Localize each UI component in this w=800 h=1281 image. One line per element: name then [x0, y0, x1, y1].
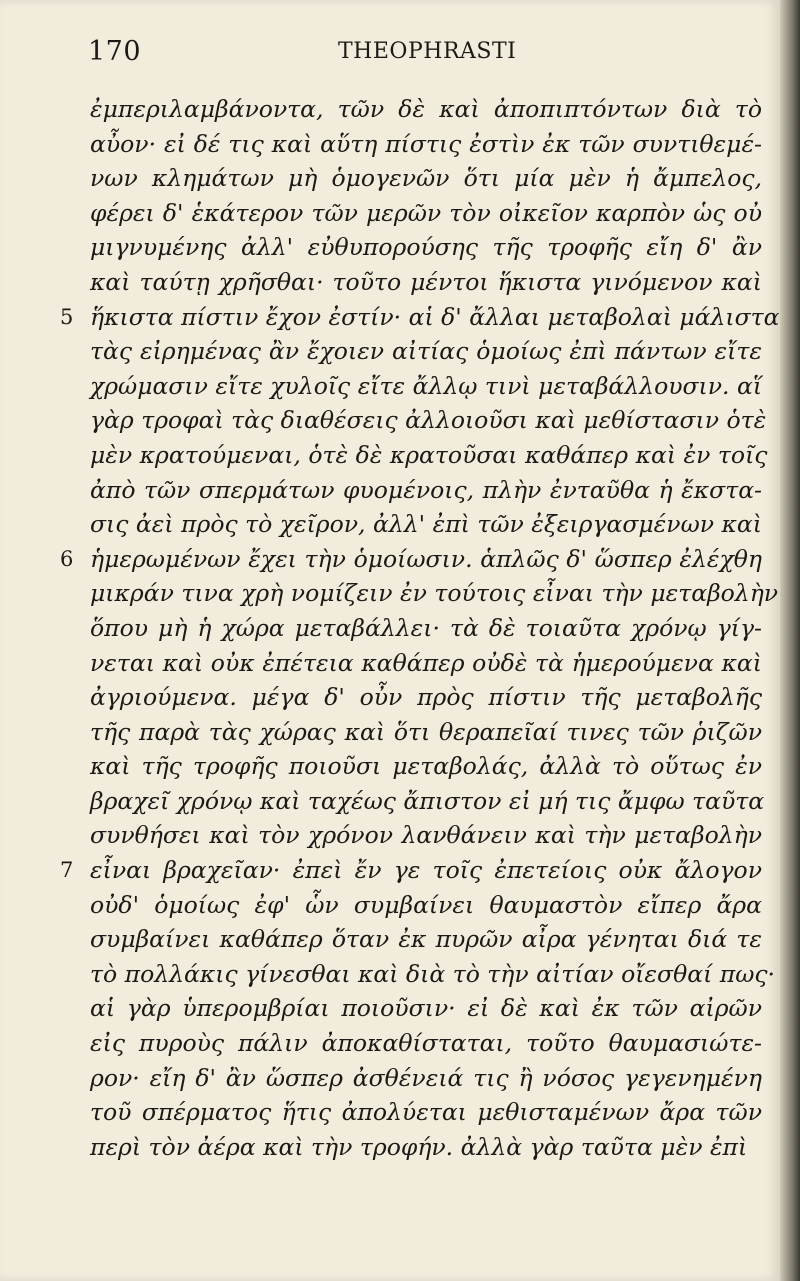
text-line: [90, 1026, 762, 1061]
text-line: [90, 369, 762, 404]
text-line: [60, 300, 780, 335]
text-line: [90, 403, 767, 438]
text-line: [90, 611, 762, 646]
text-line: [90, 196, 762, 231]
page-edge-shadow: [780, 0, 800, 1281]
section-number: 6: [60, 546, 74, 571]
text-line: [90, 922, 762, 957]
line-text: γὰρ τροφαὶ τὰς διαθέσεις ἀλλοιοῦσι καὶ μεθίστασιν ὁτὲ: [90, 406, 767, 435]
text-line: [90, 1095, 762, 1130]
text-line: [90, 1130, 762, 1165]
line-text: νων κλημάτων μὴ ὁμογενῶν ὅτι μία μὲν ἡ ἄμπελος,: [90, 164, 762, 193]
text-line: [90, 127, 762, 162]
line-text: καὶ τῆς τροφῆς ποιοῦσι μεταβολάς, ἀλλὰ τὸ οὕτως ἐν: [90, 752, 762, 781]
text-line: [90, 784, 765, 819]
text-line: [90, 715, 762, 750]
line-text: ἐμπεριλαμβάνοντα, τῶν δὲ καὶ ἀποπιπτόντων διὰ τὸ: [90, 95, 762, 123]
line-text: εἶναι βραχεῖαν· ἐπεὶ ἔν γε τοῖς ἐπετείοις οὐκ ἄλογον: [90, 856, 762, 885]
line-text: οὐδ' ὁμοίως ἐφ' ὧν συμβαίνει θαυμαστὸν εἴπερ ἄρα: [90, 890, 762, 919]
text-line: [90, 888, 762, 923]
line-text: τὸ πολλάκις γίνεσθαι καὶ διὰ τὸ τὴν αἰτίαν οἴεσθαί πως·: [90, 959, 776, 988]
running-head: THEOPHRASTI: [338, 39, 517, 64]
line-text: χρώμασιν εἴτε χυλοῖς εἴτε ἄλλῳ τινὶ μεταβάλλουσιν. αἵ: [90, 371, 763, 400]
line-text: μικράν τινα χρὴ νομίζειν ἐν τούτοις εἶναι τὴν μεταβολὴν: [90, 579, 779, 608]
line-text: ἀγριούμενα. μέγα δ' οὖν πρὸς πίστιν τῆς μεταβολῆς: [90, 683, 762, 712]
line-text: ἀπὸ τῶν σπερμάτων φυομένοις, πλὴν ἐνταῦθα ἡ ἔκστα-: [90, 475, 762, 504]
line-text: βραχεῖ χρόνῳ καὶ ταχέως ἄπιστον εἰ μή τις ἄμφω ταῦτα: [90, 786, 765, 815]
text-line: [90, 818, 762, 853]
line-text: συμβαίνει καθάπερ ὅταν ἐκ πυρῶν αἶρα γένηται διά τε: [90, 925, 762, 954]
line-text: ἥκιστα πίστιν ἔχον ἐστίν· αἱ δ' ἄλλαι μεταβολαὶ μάλιστα: [90, 302, 780, 331]
line-text: περὶ τὸν ἀέρα καὶ τὴν τροφήν. ἀλλὰ γὰρ ταῦτα μὲν ἐπὶ: [90, 1132, 748, 1161]
line-text: συνθήσει καὶ τὸν χρόνον λανθάνειν καὶ τὴν μεταβολὴν: [90, 821, 762, 850]
line-text: φέρει δ' ἑκάτερον τῶν μερῶν τὸν οἰκεῖον καρπὸν ὡς οὐ: [90, 198, 762, 227]
text-line: [90, 991, 762, 1026]
line-text: νεται καὶ οὐκ ἐπέτεια καθάπερ οὐδὲ τὰ ἡμερούμενα καὶ: [90, 648, 762, 677]
line-text: τῆς παρὰ τὰς χώρας καὶ ὅτι θεραπεῖαί τινες τῶν ῥιζῶν: [90, 717, 762, 746]
line-text: ὅπου μὴ ἡ χώρα μεταβάλλει· τὰ δὲ τοιαῦτα χρόνῳ γίγ-: [90, 613, 762, 642]
line-text: ρον· εἴη δ' ἂν ὥσπερ ἀσθένειά τις ἢ νόσος γεγενημένη: [90, 1063, 762, 1092]
line-text: τὰς εἰρημένας ἂν ἔχοιεν αἰτίας ὁμοίως ἐπὶ πάντων εἴτε: [90, 337, 762, 366]
text-line: [90, 1061, 762, 1096]
text-line: [90, 265, 762, 300]
line-text: μιγνυμένης ἀλλ' εὐθυπορούσης τῆς τροφῆς εἴη δ' ἂν: [90, 233, 762, 262]
greek-text-block: [60, 92, 780, 1164]
text-line: [90, 473, 762, 508]
text-line: [90, 646, 762, 681]
section-number: 5: [60, 304, 74, 329]
line-text: αὖον· εἰ δέ τις καὶ αὕτη πίστις ἐστὶν ἐκ τῶν συντιθεμέ-: [90, 129, 762, 158]
text-line: [90, 334, 762, 369]
text-line: [90, 230, 762, 265]
text-line: [90, 576, 779, 611]
line-text: αἱ γὰρ ὑπερομβρίαι ποιοῦσιν· εἰ δὲ καὶ ἐκ τῶν αἰρῶν: [90, 994, 762, 1023]
page-header: [88, 36, 768, 70]
text-line: [60, 542, 762, 577]
text-line: [90, 957, 776, 992]
text-line: [60, 853, 762, 888]
page-number: 170: [88, 36, 142, 67]
text-line: [90, 438, 768, 473]
line-text: εἰς πυροὺς πάλιν ἀποκαθίσταται, τοῦτο θαυμασιώτε-: [90, 1029, 762, 1058]
text-line: [90, 680, 762, 715]
text-line: [90, 161, 762, 196]
text-line: [90, 507, 762, 542]
line-text: καὶ ταύτῃ χρῆσθαι· τοῦτο μέντοι ἥκιστα γινόμενον καὶ: [90, 267, 762, 296]
text-line: [90, 749, 762, 784]
line-text: τοῦ σπέρματος ἥτις ἀπολύεται μεθισταμένων ἄρα τῶν: [90, 1098, 762, 1127]
section-number: 7: [60, 858, 74, 883]
line-text: μὲν κρατούμεναι, ὁτὲ δὲ κρατοῦσαι καθάπερ καὶ ἐν τοῖς: [90, 440, 768, 469]
line-text: ἡμερωμένων ἔχει τὴν ὁμοίωσιν. ἁπλῶς δ' ὥσπερ ἐλέχθη: [90, 544, 762, 573]
line-text: σις ἀεὶ πρὸς τὸ χεῖρον, ἀλλ' ἐπὶ τῶν ἐξειργασμένων καὶ: [90, 510, 762, 539]
text-line: [90, 92, 762, 127]
